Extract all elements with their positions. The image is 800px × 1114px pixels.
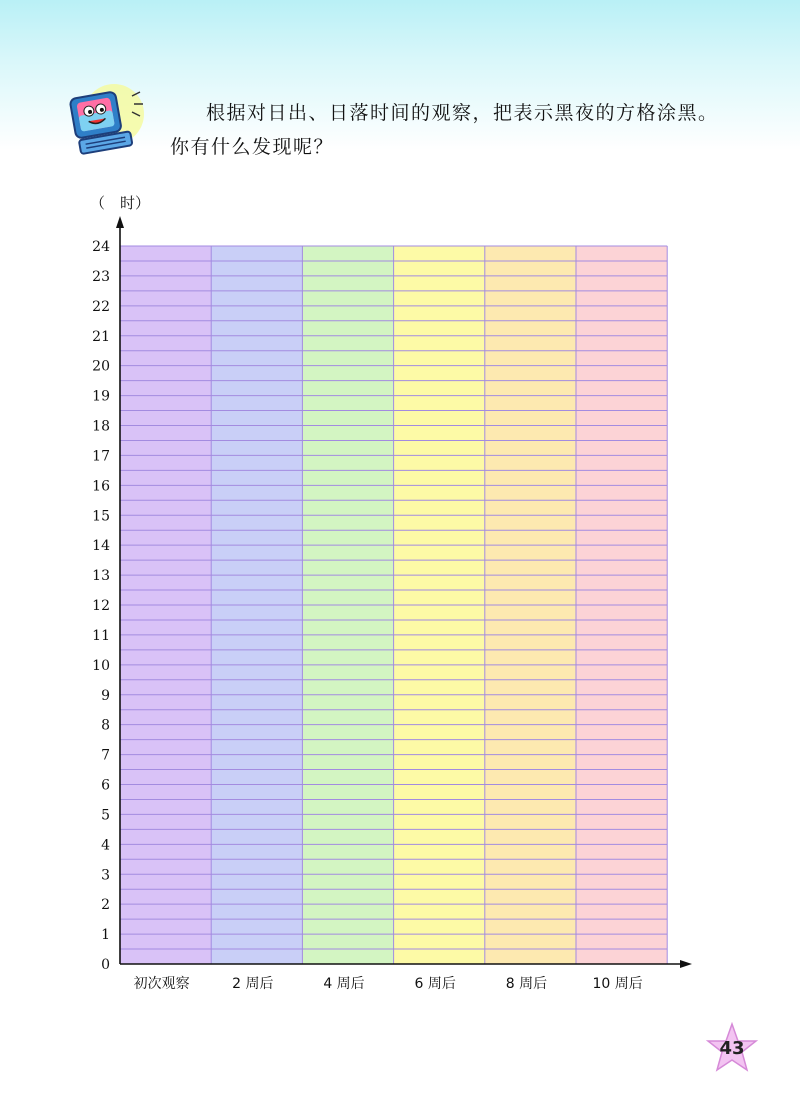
x-axis-arrow [680, 960, 692, 968]
y-tick-label: 10 [92, 657, 110, 674]
x-category-label: 4 周后 [323, 976, 365, 992]
y-tick-label: 23 [92, 268, 110, 285]
y-tick-label: 4 [101, 837, 110, 854]
y-tick-label: 21 [92, 328, 110, 345]
y-tick-label: 15 [92, 508, 110, 525]
y-tick-label: 0 [101, 957, 110, 973]
instruction-line-1: 根据对日出、日落时间的观察，把表示黑夜的方格涂黑。 [206, 102, 719, 124]
y-tick-label: 6 [101, 777, 110, 794]
x-category-label: 8 周后 [505, 976, 548, 992]
y-tick-label: 19 [92, 388, 110, 405]
x-category-label: 2 周后 [232, 976, 274, 992]
y-tick-label: 8 [101, 717, 110, 734]
y-tick-label: 16 [92, 478, 110, 495]
y-tick-label: 3 [101, 867, 110, 884]
y-unit-label: （ 时） [90, 194, 151, 212]
y-tick-label: 12 [92, 598, 110, 614]
y-tick-label: 22 [92, 298, 110, 315]
y-tick-label: 13 [92, 568, 110, 585]
y-tick-label: 24 [92, 239, 110, 255]
instruction-line-2: 你有什么发现呢？ [170, 136, 335, 158]
y-tick-label: 1 [101, 927, 110, 944]
y-tick-label: 7 [101, 747, 110, 764]
y-tick-label: 14 [92, 538, 110, 555]
x-category-label: 初次观察 [133, 976, 190, 992]
page-number: 43 [719, 1038, 745, 1059]
y-tick-label: 18 [92, 418, 110, 435]
x-category-label: 6 周后 [414, 976, 456, 992]
y-axis-arrow [116, 216, 124, 228]
y-tick-label: 5 [101, 807, 110, 824]
y-tick-label: 2 [101, 897, 110, 914]
y-tick-label: 17 [92, 448, 110, 465]
page-number-badge [704, 1022, 760, 1078]
y-tick-label: 11 [92, 627, 110, 644]
y-tick-label: 9 [101, 687, 110, 704]
x-category-label: 10 周后 [592, 976, 643, 992]
y-tick-label: 20 [92, 358, 110, 375]
